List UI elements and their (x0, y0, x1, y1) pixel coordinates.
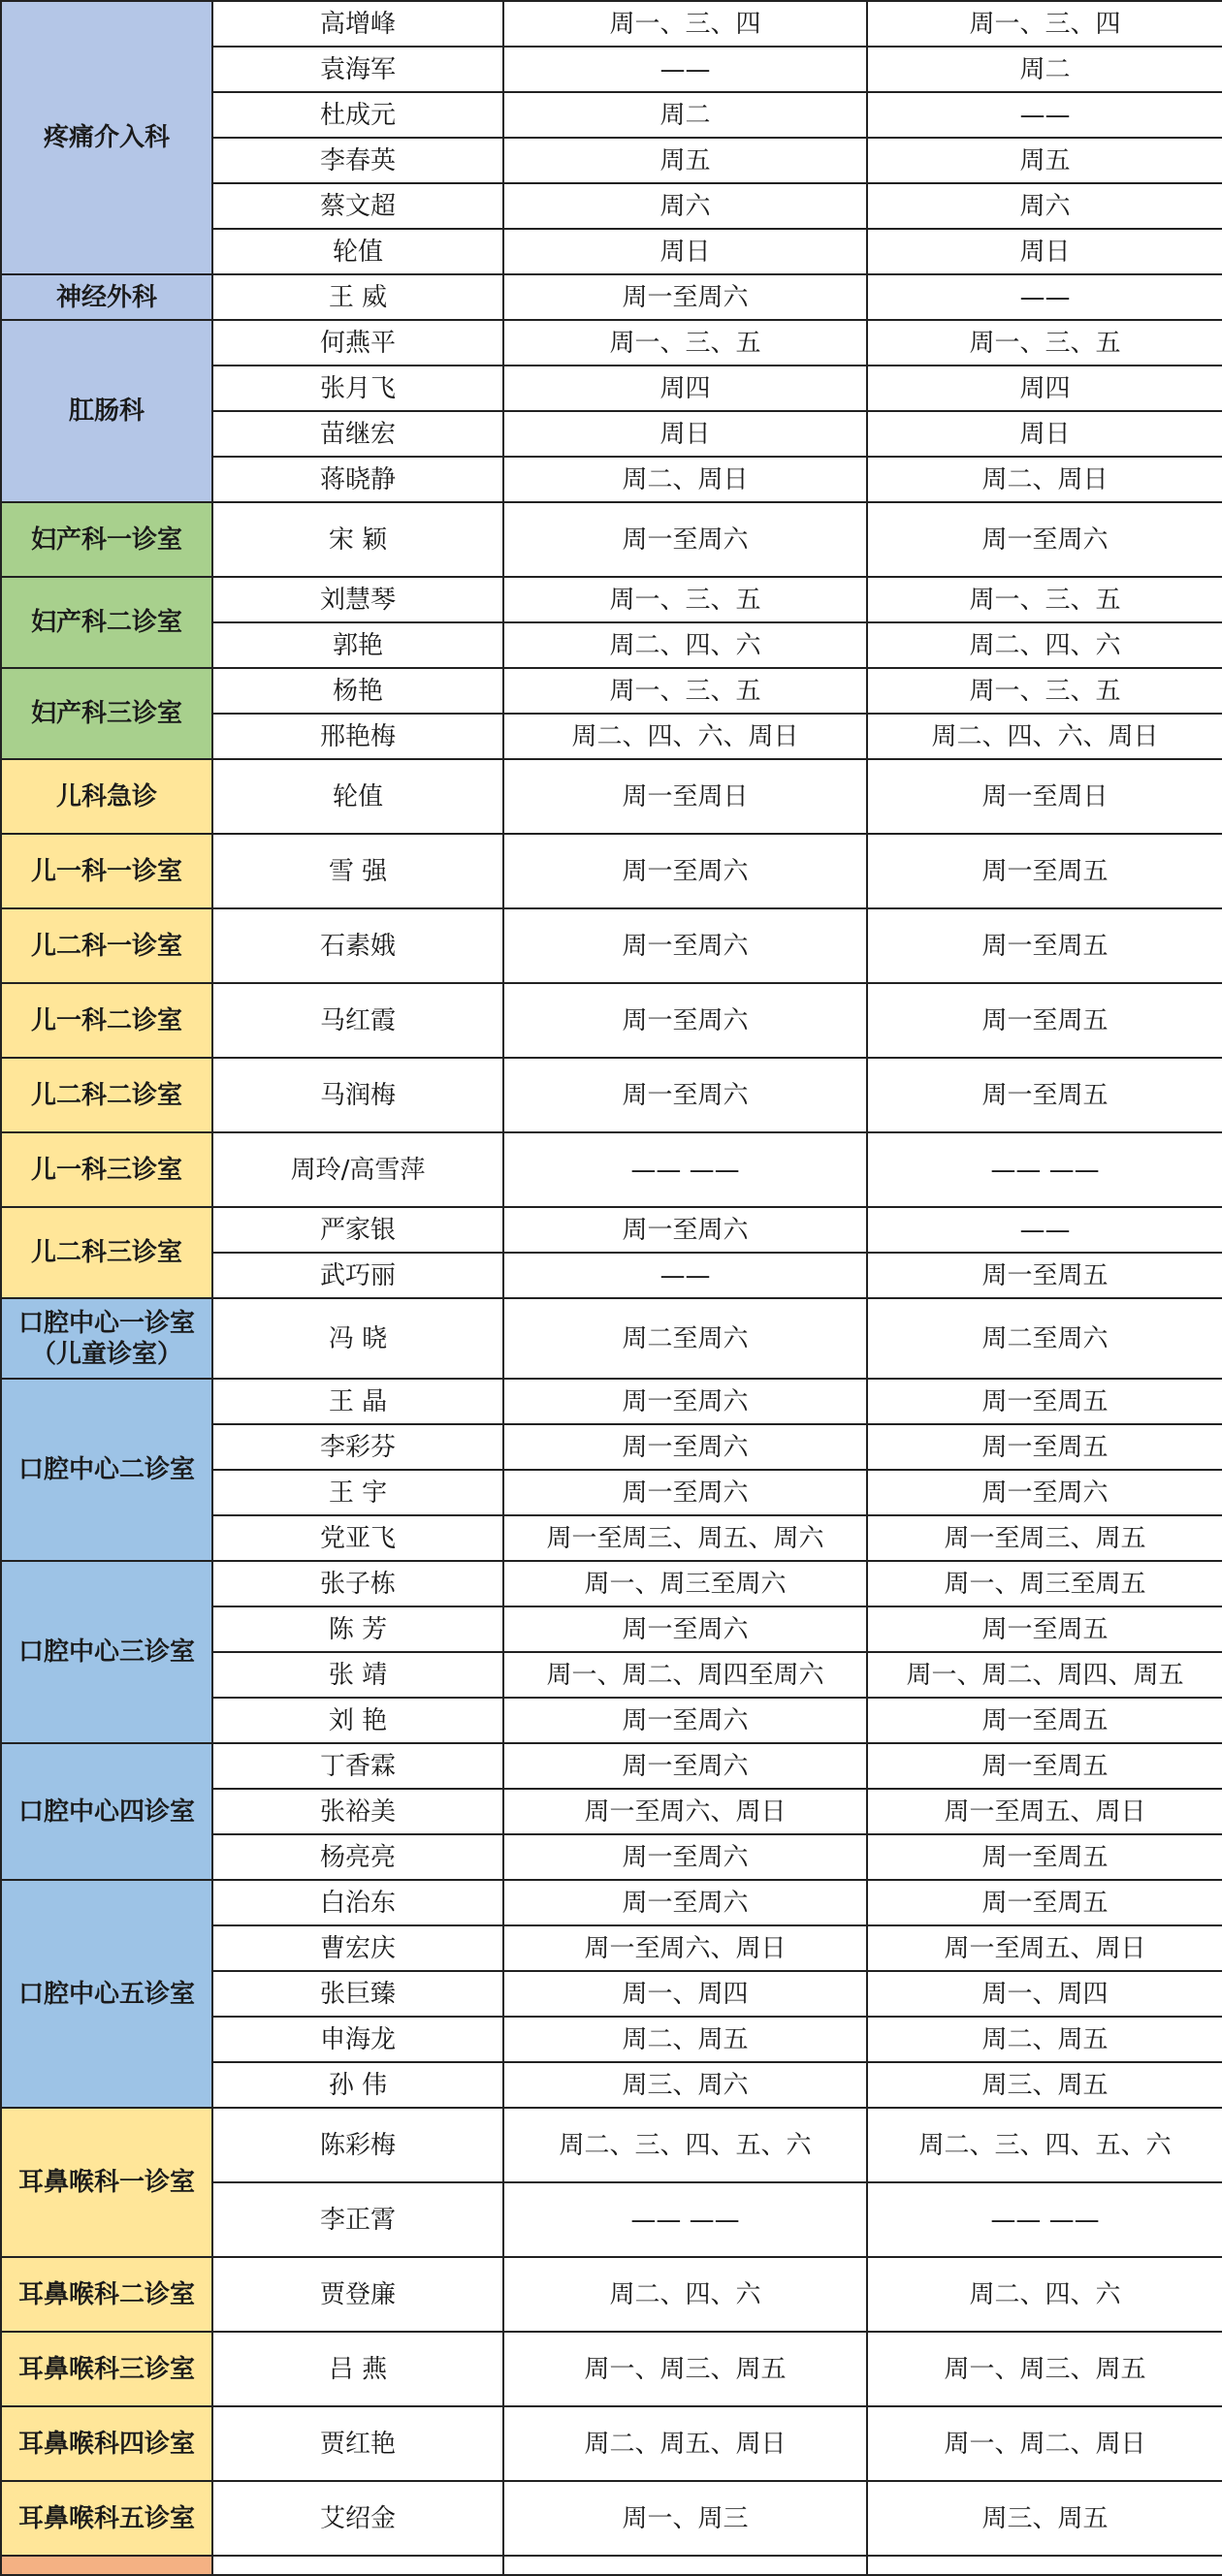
schedule-pm: 周一至周六 (867, 502, 1222, 577)
schedule-am: 周一至周六 (503, 908, 867, 983)
table-row (1, 1, 1222, 47)
schedule-am: 周一至周六 (503, 502, 867, 577)
department-name: 儿二科一诊室 (1, 908, 212, 983)
schedule-pm: 周一至周五 (867, 1253, 1222, 1298)
schedule-pm: 周六 (867, 183, 1222, 229)
schedule-pm: 周一、三、四 (867, 1, 1222, 47)
doctor-name: 杨艳 (212, 668, 503, 714)
schedule-pm: 周日 (867, 229, 1222, 274)
schedule-am: 周六 (503, 183, 867, 229)
department-name: 神经外科 (1, 274, 212, 320)
doctor-name: 杨亮亮 (212, 1834, 503, 1880)
table-row (1, 2481, 1222, 2556)
department-name: 儿一科三诊室 (1, 1132, 212, 1207)
doctor-name (212, 2556, 503, 2575)
department-name: 耳鼻喉科四诊室 (1, 2406, 212, 2481)
doctor-name: 张子栋 (212, 1561, 503, 1606)
doctor-name: 曹宏庆 (212, 1925, 503, 1971)
department-name: 妇产科一诊室 (1, 502, 212, 577)
schedule-am: 周日 (503, 229, 867, 274)
schedule-am: 周一、三、四 (503, 1, 867, 47)
table-row (1, 983, 1222, 1058)
table-row (1, 502, 1222, 577)
schedule-am: 周二、四、六 (503, 2257, 867, 2332)
doctor-name: 严家银 (212, 1207, 503, 1253)
schedule-am: 周一至周三、周五、周六 (503, 1515, 867, 1561)
schedule-am: 周三、周六 (503, 2062, 867, 2108)
doctor-name: 申海龙 (212, 2017, 503, 2062)
schedule-pm: 周三、周五 (867, 2481, 1222, 2556)
schedule-am: 周一至周日 (503, 759, 867, 834)
table-row (1, 2108, 1222, 2182)
doctor-name: 邢艳梅 (212, 714, 503, 759)
department-name: 口腔中心五诊室 (1, 1880, 212, 2108)
department-name: 儿一科二诊室 (1, 983, 212, 1058)
schedule-am: 周一至周六 (503, 1834, 867, 1880)
department-name: 口腔中心一诊室（儿童诊室） (1, 1298, 212, 1379)
table-row (1, 759, 1222, 834)
doctor-name: 张裕美 (212, 1789, 503, 1834)
schedule-pm: 周二、四、六、周日 (867, 714, 1222, 759)
table-row (1, 834, 1222, 908)
doctor-name: 马润梅 (212, 1058, 503, 1132)
schedule-pm: 周一至周五 (867, 834, 1222, 908)
table-row (1, 1743, 1222, 1789)
schedule-pm: 周一至周五 (867, 1698, 1222, 1743)
department-name: 口腔中心四诊室 (1, 1743, 212, 1880)
schedule-am: —— (503, 47, 867, 92)
schedule-am: 周一至周六、周日 (503, 1925, 867, 1971)
schedule-am: 周一、周四 (503, 1971, 867, 2017)
doctor-name: 张 靖 (212, 1652, 503, 1698)
schedule-pm: 周一、三、五 (867, 668, 1222, 714)
table-row (1, 1379, 1222, 1424)
schedule-pm: 周二、四、六 (867, 2257, 1222, 2332)
table-row (1, 320, 1222, 366)
department-name: 妇产科二诊室 (1, 577, 212, 668)
department-name: 耳鼻喉科二诊室 (1, 2257, 212, 2332)
doctor-name: 石素娥 (212, 908, 503, 983)
doctor-name: 王 宇 (212, 1470, 503, 1515)
schedule-pm: 周一、三、五 (867, 577, 1222, 622)
schedule-am: 周一至周六 (503, 834, 867, 908)
schedule-am: 周一、周二、周四至周六 (503, 1652, 867, 1698)
schedule-pm: 周一至周五 (867, 983, 1222, 1058)
schedule-pm: 周一至周六 (867, 1470, 1222, 1515)
table-row (1, 1880, 1222, 1925)
doctor-name: 李正霄 (212, 2182, 503, 2257)
table-row (1, 908, 1222, 983)
schedule-am: 周一、周三、周五 (503, 2332, 867, 2406)
doctor-name: 轮值 (212, 229, 503, 274)
doctor-name: 高增峰 (212, 1, 503, 47)
table-row (1, 2406, 1222, 2481)
table-row (1, 577, 1222, 622)
schedule-am: 周二、周五、周日 (503, 2406, 867, 2481)
schedule-am: 周二、四、六 (503, 622, 867, 668)
doctor-name: 白治东 (212, 1880, 503, 1925)
table-row (1, 668, 1222, 714)
schedule-am: 周一至周六 (503, 1698, 867, 1743)
table-row (1, 2556, 1222, 2575)
doctor-name: 陈彩梅 (212, 2108, 503, 2182)
department-name: 儿科急诊 (1, 759, 212, 834)
schedule-pm: 周一至周五、周日 (867, 1925, 1222, 1971)
doctor-name: 王 威 (212, 274, 503, 320)
schedule-pm: 周一至周三、周五 (867, 1515, 1222, 1561)
schedule-pm: 周一至周五 (867, 1424, 1222, 1470)
department-name: 耳鼻喉科三诊室 (1, 2332, 212, 2406)
doctor-name: 蒋晓静 (212, 457, 503, 502)
department-name: 耳鼻喉科一诊室 (1, 2108, 212, 2257)
doctor-name: 张月飞 (212, 366, 503, 411)
schedule-pm: 周四 (867, 366, 1222, 411)
doctor-name: 武巧丽 (212, 1253, 503, 1298)
schedule-am: 周二、四、六、周日 (503, 714, 867, 759)
schedule-am: 周一至周六 (503, 1606, 867, 1652)
doctor-name: 陈 芳 (212, 1606, 503, 1652)
doctor-name: 郭艳 (212, 622, 503, 668)
schedule-pm: 周二至周六 (867, 1298, 1222, 1379)
table-row (1, 1207, 1222, 1253)
doctor-name: 李春英 (212, 138, 503, 183)
schedule-pm: 周一、周二、周四、周五 (867, 1652, 1222, 1698)
department-name: 妇产科三诊室 (1, 668, 212, 759)
schedule-pm: 周一至周五 (867, 1379, 1222, 1424)
table-row (1, 2332, 1222, 2406)
doctor-name: 刘慧琴 (212, 577, 503, 622)
schedule-am: —— —— (503, 1132, 867, 1207)
doctor-name: 苗继宏 (212, 411, 503, 457)
doctor-name: 雪 强 (212, 834, 503, 908)
schedule-am: 周四 (503, 366, 867, 411)
department-name: 耳鼻喉科五诊室 (1, 2481, 212, 2556)
department-name: 儿二科二诊室 (1, 1058, 212, 1132)
schedule-pm: 周二、四、六 (867, 622, 1222, 668)
doctor-name: 马红霞 (212, 983, 503, 1058)
doctor-name: 袁海军 (212, 47, 503, 92)
department-name (1, 2556, 212, 2575)
schedule-pm: 周二、三、四、五、六 (867, 2108, 1222, 2182)
schedule-pm: 周二、周日 (867, 457, 1222, 502)
schedule-am: 周二至周六 (503, 1298, 867, 1379)
schedule-pm: 周一至周五 (867, 1606, 1222, 1652)
schedule-pm: 周一、周二、周日 (867, 2406, 1222, 2481)
schedule-pm (867, 2556, 1222, 2575)
doctor-name: 张巨臻 (212, 1971, 503, 2017)
schedule-am: 周日 (503, 411, 867, 457)
schedule-pm: —— —— (867, 2182, 1222, 2257)
schedule-pm: —— (867, 92, 1222, 138)
schedule-pm: 周一至周五 (867, 1743, 1222, 1789)
department-name: 儿一科一诊室 (1, 834, 212, 908)
doctor-name: 贾登廉 (212, 2257, 503, 2332)
schedule-pm: 周一至周五 (867, 908, 1222, 983)
doctor-name: 蔡文超 (212, 183, 503, 229)
department-name: 肛肠科 (1, 320, 212, 502)
schedule-pm: 周一至周五 (867, 1834, 1222, 1880)
schedule-am: 周一、周三至周六 (503, 1561, 867, 1606)
table-row (1, 1561, 1222, 1606)
doctor-name: 贾红艳 (212, 2406, 503, 2481)
doctor-name: 艾绍金 (212, 2481, 503, 2556)
schedule-am: 周五 (503, 138, 867, 183)
table-row (1, 1058, 1222, 1132)
schedule-pm: 周一至周五、周日 (867, 1789, 1222, 1834)
schedule-am: 周二、周日 (503, 457, 867, 502)
table-row (1, 2257, 1222, 2332)
department-name: 口腔中心三诊室 (1, 1561, 212, 1743)
schedule-pm: 周二 (867, 47, 1222, 92)
table-row (1, 1298, 1222, 1379)
schedule-am: 周一至周六 (503, 1424, 867, 1470)
doctor-name: 王 晶 (212, 1379, 503, 1424)
schedule-pm: 周一、三、五 (867, 320, 1222, 366)
schedule-pm: 周日 (867, 411, 1222, 457)
doctor-name: 宋 颖 (212, 502, 503, 577)
schedule-am (503, 2556, 867, 2575)
schedule-am: 周一至周六 (503, 1470, 867, 1515)
schedule-pm: 周一、周三、周五 (867, 2332, 1222, 2406)
schedule-am: 周一至周六 (503, 983, 867, 1058)
schedule-body (1, 1, 1222, 2575)
schedule-am: 周一至周六 (503, 1207, 867, 1253)
schedule-pm: 周三、周五 (867, 2062, 1222, 2108)
schedule-pm: 周一至周五 (867, 1058, 1222, 1132)
schedule-am: 周一至周六 (503, 1880, 867, 1925)
schedule-pm: —— —— (867, 1132, 1222, 1207)
doctor-name: 党亚飞 (212, 1515, 503, 1561)
schedule-am: 周一至周六、周日 (503, 1789, 867, 1834)
schedule-am: 周一至周六 (503, 1379, 867, 1424)
department-name: 疼痛介入科 (1, 1, 212, 274)
schedule-pm: 周一至周五 (867, 1880, 1222, 1925)
schedule-am: 周一至周六 (503, 1743, 867, 1789)
table-row (1, 1132, 1222, 1207)
doctor-name: 冯 晓 (212, 1298, 503, 1379)
schedule-pm: 周一至周日 (867, 759, 1222, 834)
schedule-pm: —— (867, 274, 1222, 320)
doctor-name: 丁香霖 (212, 1743, 503, 1789)
schedule-am: —— (503, 1253, 867, 1298)
schedule-pm: 周五 (867, 138, 1222, 183)
schedule-am: 周一至周六 (503, 274, 867, 320)
doctor-name: 孙 伟 (212, 2062, 503, 2108)
doctor-name: 何燕平 (212, 320, 503, 366)
schedule-am: 周一至周六 (503, 1058, 867, 1132)
doctor-name: 李彩芬 (212, 1424, 503, 1470)
doctor-name: 刘 艳 (212, 1698, 503, 1743)
table-row (1, 274, 1222, 320)
schedule-am: 周二、三、四、五、六 (503, 2108, 867, 2182)
schedule-am: 周一、三、五 (503, 577, 867, 622)
department-name: 儿二科三诊室 (1, 1207, 212, 1298)
schedule-am: 周二、周五 (503, 2017, 867, 2062)
schedule-am: 周一、三、五 (503, 320, 867, 366)
schedule-am: 周一、周三 (503, 2481, 867, 2556)
schedule-pm: 周一、周四 (867, 1971, 1222, 2017)
schedule-pm: —— (867, 1207, 1222, 1253)
schedule-am: —— —— (503, 2182, 867, 2257)
doctor-name: 周玲/高雪萍 (212, 1132, 503, 1207)
doctor-name: 轮值 (212, 759, 503, 834)
schedule-am: 周二 (503, 92, 867, 138)
department-name: 口腔中心二诊室 (1, 1379, 212, 1561)
schedule-am: 周一、三、五 (503, 668, 867, 714)
schedule-pm: 周二、周五 (867, 2017, 1222, 2062)
schedule-pm: 周一、周三至周五 (867, 1561, 1222, 1606)
doctor-name: 杜成元 (212, 92, 503, 138)
doctor-name: 吕 燕 (212, 2332, 503, 2406)
